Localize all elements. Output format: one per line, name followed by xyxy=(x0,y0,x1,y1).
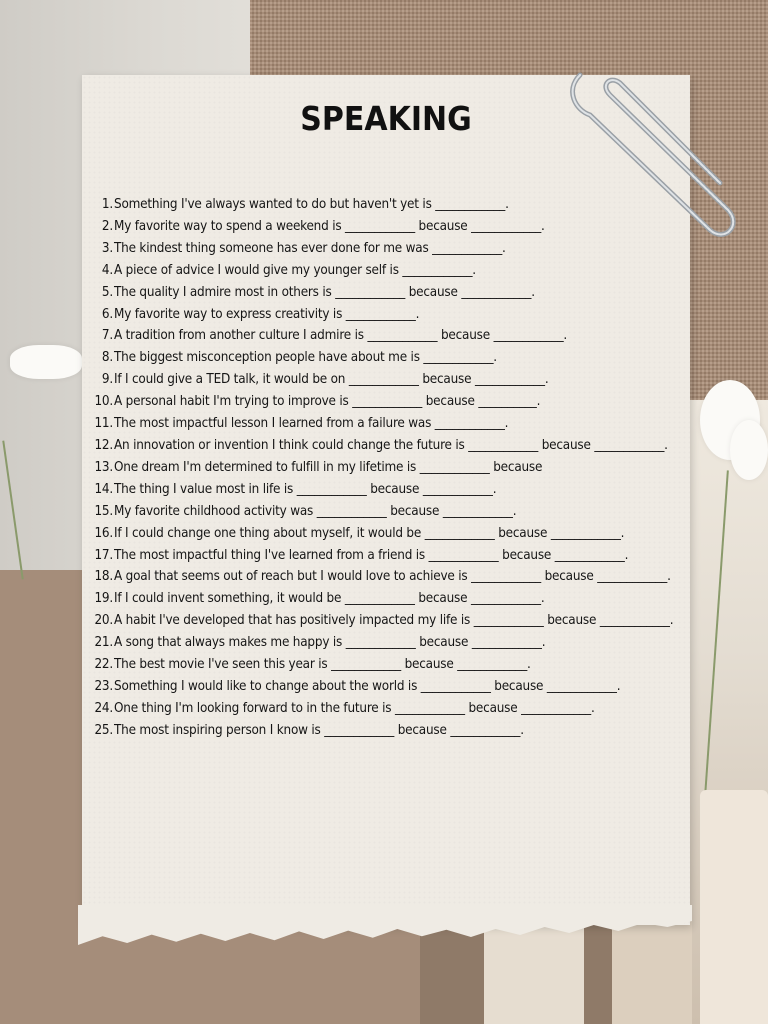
item-number: 7. xyxy=(101,328,113,344)
item-text: The kindest thing someone has ever done for me was ____________. xyxy=(114,240,506,256)
item-number: 4. xyxy=(101,262,113,278)
item-number: 2. xyxy=(101,218,113,234)
item-text: A song that always makes me happy is ____________ because ____________. xyxy=(114,635,546,651)
list-item xyxy=(90,347,680,369)
list-item xyxy=(90,435,680,457)
item-text: If I could change one thing about myself, it would be ____________ because ____________. xyxy=(114,525,625,541)
white-flower-decoration xyxy=(730,420,768,480)
list-item xyxy=(90,632,680,654)
item-text: The most inspiring person I know is ____________ because ____________. xyxy=(114,722,524,738)
list-item xyxy=(90,304,680,326)
item-number: 3. xyxy=(101,240,113,256)
item-text: The most impactful lesson I learned from a failure was ____________. xyxy=(114,416,509,432)
item-number: 11. xyxy=(94,416,113,432)
item-number: 16. xyxy=(94,525,113,541)
item-text: My favorite childhood activity was ____________ because ____________. xyxy=(114,503,517,519)
list-item xyxy=(90,391,680,413)
item-text: A tradition from another culture I admire is ____________ because ____________. xyxy=(114,328,568,344)
item-text: The thing I value most in life is ____________ because ____________. xyxy=(114,481,497,497)
item-text: A habit I've developed that has positively impacted my life is ____________ because ____________. xyxy=(114,613,674,629)
item-text: The most impactful thing I've learned from a friend is ____________ because ____________. xyxy=(114,547,629,563)
list-item xyxy=(90,610,680,632)
prompt-list xyxy=(90,194,680,742)
item-text: A piece of advice I would give my younger self is ____________. xyxy=(114,262,476,278)
item-number: 25. xyxy=(94,722,113,738)
item-text: My favorite way to express creativity is ____________. xyxy=(114,306,420,322)
item-text: One thing I'm looking forward to in the future is ____________ because ____________. xyxy=(114,700,595,716)
item-text: My favorite way to spend a weekend is ____________ because ____________. xyxy=(114,218,545,234)
item-number: 8. xyxy=(101,350,113,366)
item-number: 24. xyxy=(94,700,113,716)
list-item xyxy=(90,501,680,523)
white-flower-decoration xyxy=(10,345,82,379)
item-number: 1. xyxy=(101,197,113,212)
item-text: The best movie I've seen this year is ____________ because ____________. xyxy=(114,657,531,673)
glass-bottle xyxy=(700,790,768,1024)
item-text: The quality I admire most in others is ____________ because ____________. xyxy=(114,284,535,300)
list-item xyxy=(90,282,680,304)
item-number: 20. xyxy=(94,613,113,629)
list-item xyxy=(90,325,680,347)
item-number: 15. xyxy=(94,503,113,519)
paperclip-icon xyxy=(560,55,740,245)
item-number: 12. xyxy=(94,437,113,453)
item-number: 13. xyxy=(94,459,113,475)
item-text: A goal that seems out of reach but I would love to achieve is ____________ because ____________. xyxy=(114,569,671,585)
item-number: 21. xyxy=(94,635,113,651)
item-text: An innovation or invention I think could change the future is ____________ because ____________. xyxy=(114,437,668,453)
page-title: SPEAKING xyxy=(300,100,472,139)
list-item xyxy=(90,369,680,391)
item-text: Something I've always wanted to do but haven't yet is ____________. xyxy=(114,197,509,212)
item-text: If I could give a TED talk, it would be on ____________ because ____________. xyxy=(114,372,549,388)
item-text: One dream I'm determined to fulfill in my lifetime is ____________ because xyxy=(114,459,543,475)
item-number: 6. xyxy=(101,306,113,322)
list-item xyxy=(90,479,680,501)
item-number: 17. xyxy=(94,547,113,563)
list-item xyxy=(90,588,680,610)
list-item xyxy=(90,523,680,545)
item-number: 22. xyxy=(94,657,113,673)
list-item xyxy=(90,413,680,435)
item-text: The biggest misconception people have about me is ____________. xyxy=(114,350,497,366)
list-item xyxy=(90,566,680,588)
item-text: If I could invent something, it would be ____________ because ____________. xyxy=(114,591,545,607)
list-item xyxy=(90,457,680,479)
item-number: 23. xyxy=(94,678,113,694)
item-number: 19. xyxy=(94,591,113,607)
list-item xyxy=(90,676,680,698)
item-text: Something I would like to change about the world is ____________ because ____________. xyxy=(114,678,621,694)
list-item xyxy=(90,698,680,720)
list-item xyxy=(90,260,680,282)
item-number: 9. xyxy=(101,372,113,388)
item-number: 10. xyxy=(94,394,113,410)
item-number: 5. xyxy=(101,284,113,300)
list-item xyxy=(90,545,680,567)
list-item xyxy=(90,654,680,676)
item-number: 14. xyxy=(94,481,113,497)
item-number: 18. xyxy=(94,569,113,585)
list-item xyxy=(90,720,680,742)
item-text: A personal habit I'm trying to improve is ____________ because __________. xyxy=(114,394,541,410)
